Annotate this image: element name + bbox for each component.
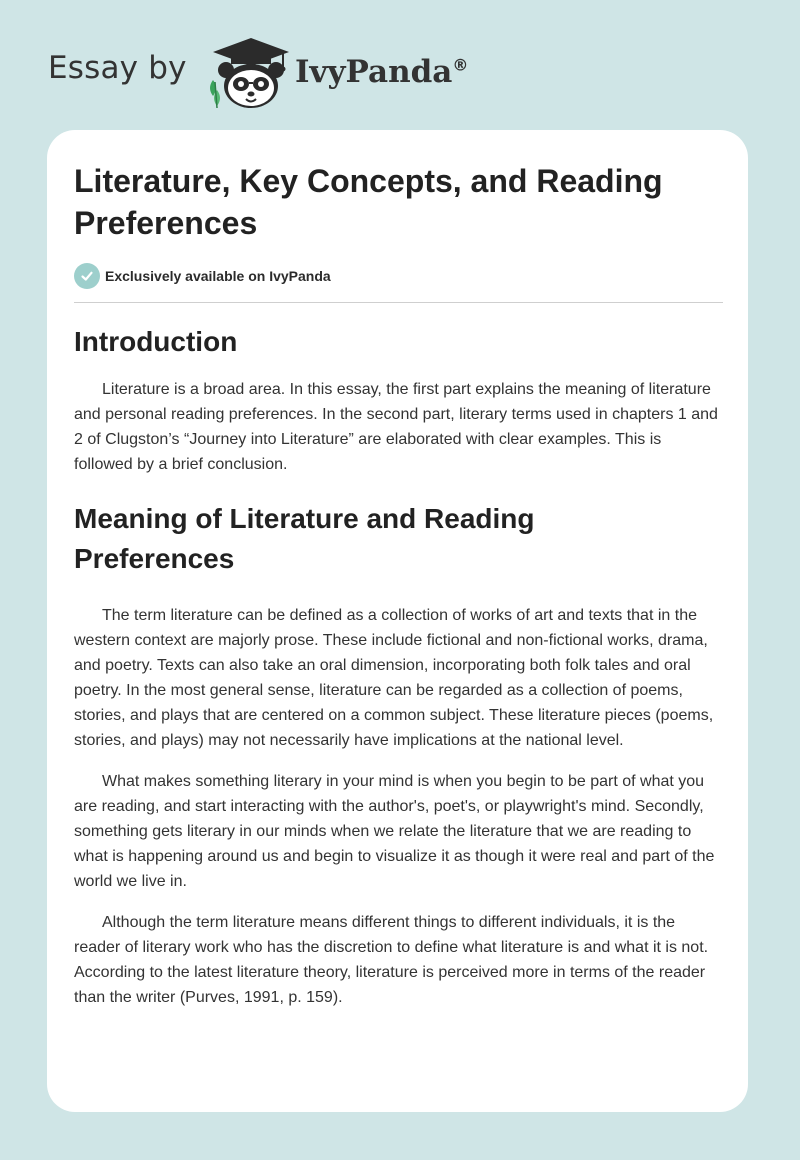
paragraph: Literature is a broad area. In this essay, the first part explains the meaning of literature and personal reading preferences. In the second part, literary terms used in chapters 1 and 2 of Clugston’s “Journey into Literature” are elaborated with clear examples. This is followed by a brief conclusion. bbox=[74, 381, 718, 473]
divider bbox=[74, 302, 723, 303]
article-body bbox=[74, 322, 724, 1010]
exclusive-badge bbox=[74, 262, 331, 290]
section-heading-meaning-of-literature: Meaning of Literature and Reading Preferences bbox=[74, 503, 535, 574]
essay-card bbox=[47, 130, 748, 1112]
panda-graduate-logo-icon bbox=[203, 36, 299, 110]
page-title: Literature, Key Concepts, and Reading Preferences bbox=[74, 163, 663, 241]
check-circle-icon bbox=[74, 263, 100, 289]
section-heading-introduction: Introduction bbox=[74, 326, 238, 357]
paragraph: Although the term literature means different things to different individuals, it is the reader of literary work who has the discretion to define what literature is and what it is not. According to the latest literature theory, literature is perceived more in terms of the reader than the writer (Purves, 1991, p. 159). bbox=[74, 914, 709, 1006]
paragraph: What makes something literary in your mind is when you begin to be part of what you are reading, and start interacting with the author's, poet's, or playwright's mind. Secondly, something gets literary in our minds when we relate the literature that we are reading to what is happening around us and begin to visualize it as though it were real and part of the world we live in. bbox=[74, 773, 715, 890]
brand-name: IvyPanda® bbox=[295, 54, 469, 90]
brand-header[interactable] bbox=[48, 36, 488, 110]
registered-mark: ® bbox=[452, 55, 469, 75]
brand-prefix: Essay by bbox=[48, 50, 187, 86]
paragraph: The term literature can be defined as a collection of works of art and texts that in the western context are majorly prose. These include fictional and non-fictional works, drama, and poetry. Texts can also take an oral dimension, incorporating both folk tales and oral poetry. In the most general sense, literature can be regarded as a collection of poems, stories, and plays that are centered on a common subject. These literature pieces (poems, stories, and plays) may not necessarily have implications at the national level. bbox=[74, 607, 714, 749]
exclusive-label: Exclusively available on IvyPanda bbox=[105, 268, 331, 284]
